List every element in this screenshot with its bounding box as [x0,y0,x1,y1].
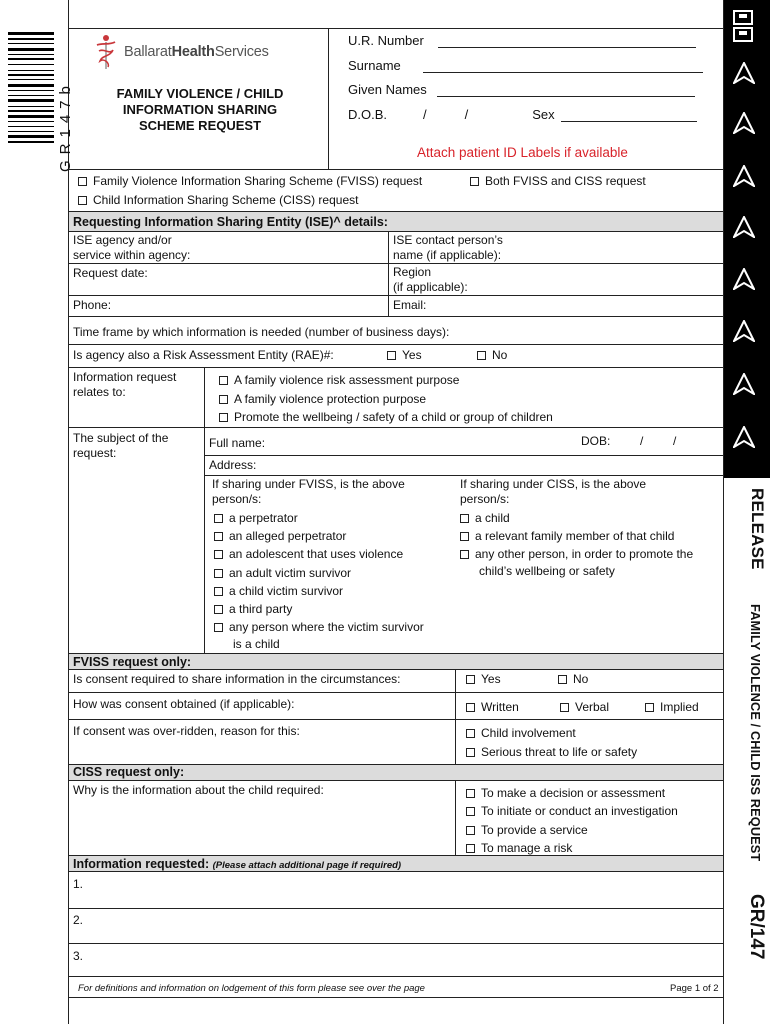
rule [204,475,723,476]
checkbox[interactable] [219,413,228,422]
dob-separator: / [423,107,427,122]
ise-contact-label: ISE contact person’s name (if applicable): [393,233,503,262]
ciss-scheme-option[interactable]: Child Information Sharing Scheme (CISS) request [78,193,358,208]
purpose-option-label: A family violence protection purpose [234,391,427,406]
consent-written-option[interactable]: Written [466,700,519,715]
purpose-option[interactable] [219,392,426,407]
fviss-option-continuation: is a child [233,637,280,651]
given-names-row [348,82,695,97]
barcode-bar [8,110,54,112]
checkbox[interactable] [460,532,469,541]
barcode-bar [8,115,54,118]
checkbox[interactable] [219,395,228,404]
checkbox[interactable] [466,789,475,798]
ur-number-label: U.R. Number [348,33,424,48]
barcode-bar [8,58,54,60]
rule [68,316,723,317]
rae-yes-option[interactable]: Yes [387,348,422,363]
consent-verbal-option[interactable]: Verbal [560,700,609,715]
barcode-bar [8,64,54,65]
rule [68,295,723,296]
rule [68,367,723,368]
checkbox[interactable] [470,177,479,186]
ise-section-title: Requesting Information Sharing Entity (ISE)^ details: [73,215,388,229]
ciss-person-option-label: a child [475,511,510,525]
ciss-why-option[interactable] [466,841,572,856]
barcode-bar [8,74,54,76]
surname-field[interactable] [423,61,703,73]
footer-note: For definitions and information on lodgement of this form please see over the page [78,983,425,994]
email-label: Email: [393,298,427,312]
ciss-why-option[interactable] [466,786,665,801]
rule [68,908,723,909]
dob-sex-row [348,107,708,122]
page-number: Page 1 of 2 [670,983,719,994]
barcode-code: GR147b [57,80,74,172]
barcode-bar [8,54,54,55]
purpose-option-label: Promote the wellbeing / safety of a child or group of children [234,410,553,424]
rule [68,427,723,428]
rule [68,871,723,872]
checkbox[interactable] [78,177,87,186]
checkbox[interactable] [387,351,396,360]
info-item-3: 3. [73,949,84,963]
rule [68,344,723,345]
phone-label: Phone: [73,298,112,312]
info-item-2: 2. [73,913,84,927]
checkbox[interactable] [558,675,567,684]
purpose-option[interactable] [219,410,553,425]
release-label: RELEASE [748,488,767,570]
org-logo [94,32,294,72]
barcode-bar [8,121,54,122]
dob-separator: / [640,434,644,448]
consent-override-question: If consent was over-ridden, reason for this: [73,724,300,738]
region-label: Region (if applicable): [393,265,468,294]
checkbox[interactable] [466,703,475,712]
purpose-label: Information request relates to: [73,370,177,399]
ciss-person-option[interactable] [460,547,693,562]
fviss-person-option-label: an adolescent that uses violence [229,547,404,562]
rule [68,669,723,670]
checkbox[interactable] [214,550,223,559]
checkbox[interactable] [460,550,469,559]
ciss-why-option[interactable] [466,804,678,819]
fviss-person-option[interactable] [214,547,403,562]
rule [68,719,723,720]
barcode-bar [8,43,54,44]
ciss-person-option-label: any other person, in order to promote the [475,547,694,561]
sex-field[interactable] [561,110,697,122]
fviss-person-option[interactable] [214,566,351,581]
barcode-bar [8,95,54,96]
rule [204,367,205,657]
release-arrow-icon [733,320,755,342]
ciss-why-option[interactable] [466,823,588,838]
info-item-1: 1. [73,877,84,891]
fviss-person-option-label: an alleged perpetrator [229,529,347,544]
ciss-why-option-label: To manage a risk [481,840,573,855]
checkbox[interactable] [645,703,654,712]
fviss-only-title: FVISS request only: [73,655,192,669]
fviss-person-option[interactable] [214,584,343,599]
document-stack-icon [732,10,756,44]
rule [455,669,456,764]
surname-label: Surname [348,58,401,73]
barcode-bar [8,131,54,132]
org-logo-icon [94,33,118,71]
info-requested-title: Information requested: (Please attach additional page if required) [73,857,402,871]
barcode-bar [8,106,54,107]
checkbox[interactable] [219,376,228,385]
barcode-bar [8,141,54,143]
consent-implied-option[interactable]: Implied [645,700,699,715]
rule [68,780,723,781]
consent-question: Is consent required to share information in the circumstances: [73,672,401,686]
barcode-bar [8,70,54,71]
barcode-bar [8,135,54,138]
fviss-person-option[interactable] [214,511,298,526]
barcode-bar [8,38,54,40]
checkbox[interactable] [466,826,475,835]
timeframe-label: Time frame by which information is needed (number of business days): [73,325,450,339]
dob-separator: / [464,107,469,122]
ciss-person-option[interactable] [460,511,510,526]
rule [68,263,723,264]
fviss-scheme-option[interactable]: Family Violence Information Sharing Scheme (FVISS) request [78,174,422,189]
header-divider [328,28,329,170]
rule [204,455,723,456]
given-names-field[interactable] [437,85,695,97]
fviss-person-option-label: a child victim survivor [229,583,344,598]
checkbox[interactable] [460,514,469,523]
side-form-title: FAMILY VIOLENCE / CHILD ISS REQUEST [748,604,763,862]
barcode-bar [8,126,54,127]
checkbox[interactable] [214,623,223,632]
rule [68,692,723,693]
side-form-code: GR/147 [746,894,767,960]
checkbox[interactable] [466,748,475,757]
release-arrow-icon [733,268,755,290]
org-name: BallaratHealthServices [124,44,269,60]
rae-no-option[interactable]: No [477,348,507,363]
consent-how-question: How was consent obtained (if applicable): [73,697,295,711]
ur-number-row [348,33,696,48]
subject-label: The subject of the request: [73,431,169,460]
ur-number-field[interactable] [438,36,696,48]
child-involvement-option[interactable]: Child involvement [466,726,576,741]
ciss-why-option-label: To provide a service [481,822,588,837]
checkbox[interactable] [560,703,569,712]
ise-agency-label: ISE agency and/or service within agency: [73,233,191,262]
rule [68,997,723,998]
fviss-person-heading: If sharing under FVISS, is the above person/s: [212,477,405,506]
fviss-person-option[interactable] [214,602,292,617]
checkbox[interactable] [477,351,486,360]
rule [455,780,456,855]
rae-question: Is agency also a Risk Assessment Entity (RAE)#: [73,348,334,362]
checkbox[interactable] [214,569,223,578]
barcode [8,32,54,178]
fviss-person-option-label: any person where the victim survivor [229,620,424,635]
ciss-why-option-label: To initiate or conduct an investigation [481,804,678,819]
ciss-person-option[interactable] [460,529,674,544]
barcode-bar [8,79,54,80]
surname-row [348,58,703,73]
ciss-only-title: CISS request only: [73,765,185,779]
checkbox[interactable] [214,605,223,614]
purpose-option[interactable] [219,373,459,388]
subject-dob-label: DOB: [581,434,611,448]
checkbox[interactable] [214,532,223,541]
checkbox[interactable] [214,514,223,523]
consent-no-option[interactable]: No [558,672,588,687]
fviss-person-option-label: a third party [229,602,293,616]
checkbox[interactable] [214,587,223,596]
release-arrow-icon [733,216,755,238]
rule [388,231,389,316]
checkbox[interactable] [466,807,475,816]
release-arrow-icon [733,62,755,84]
dob-label: D.O.B. [348,107,388,122]
rule [68,231,723,232]
fviss-person-option-label: an adult victim survivor [229,565,352,580]
fviss-person-option-label: a perpetrator [229,511,298,525]
release-arrow-icon [733,112,755,134]
checkbox[interactable] [466,729,475,738]
fviss-person-option[interactable] [214,529,346,544]
fviss-person-option[interactable] [214,620,424,635]
barcode-bar [8,99,54,102]
ciss-why-question: Why is the information about the child required: [73,783,324,797]
checkbox[interactable] [78,196,87,205]
barcode-bar [8,48,54,51]
barcode-bar [8,32,54,35]
info-requested-note: (Please attach additional page if required) [212,860,402,871]
rule [68,943,723,944]
barcode-bar [8,84,54,87]
patient-label-note: Attach patient ID Labels if available [417,145,628,160]
ciss-why-option-label: To make a decision or assessment [481,786,666,800]
subject-full-name-label: Full name: [209,436,266,450]
request-date-label: Request date: [73,266,148,280]
release-arrow-icon [733,426,755,448]
ciss-person-option-label: a relevant family member of that child [475,529,675,543]
ciss-option-continuation: child’s wellbeing or safety [479,564,615,578]
ciss-person-heading: If sharing under CISS, is the above person/s: [460,477,647,506]
barcode-bar [8,90,54,91]
sex-label: Sex [532,107,555,122]
serious-threat-option[interactable]: Serious threat to life or safety [466,745,637,760]
given-names-label: Given Names [348,82,427,97]
rule [68,976,723,977]
subject-address-label: Address: [209,458,257,472]
release-arrow-icon [733,373,755,395]
consent-yes-option[interactable]: Yes [466,672,501,687]
release-arrow-icon [733,165,755,187]
purpose-option-label: A family violence risk assessment purpose [234,373,460,387]
dob-separator: / [673,434,677,448]
checkbox[interactable] [466,844,475,853]
form-title: FAMILY VIOLENCE / CHILD INFORMATION SHARING SCHEME REQUEST [116,86,284,133]
both-scheme-option[interactable]: Both FVISS and CISS request [470,174,646,189]
checkbox[interactable] [466,675,475,684]
